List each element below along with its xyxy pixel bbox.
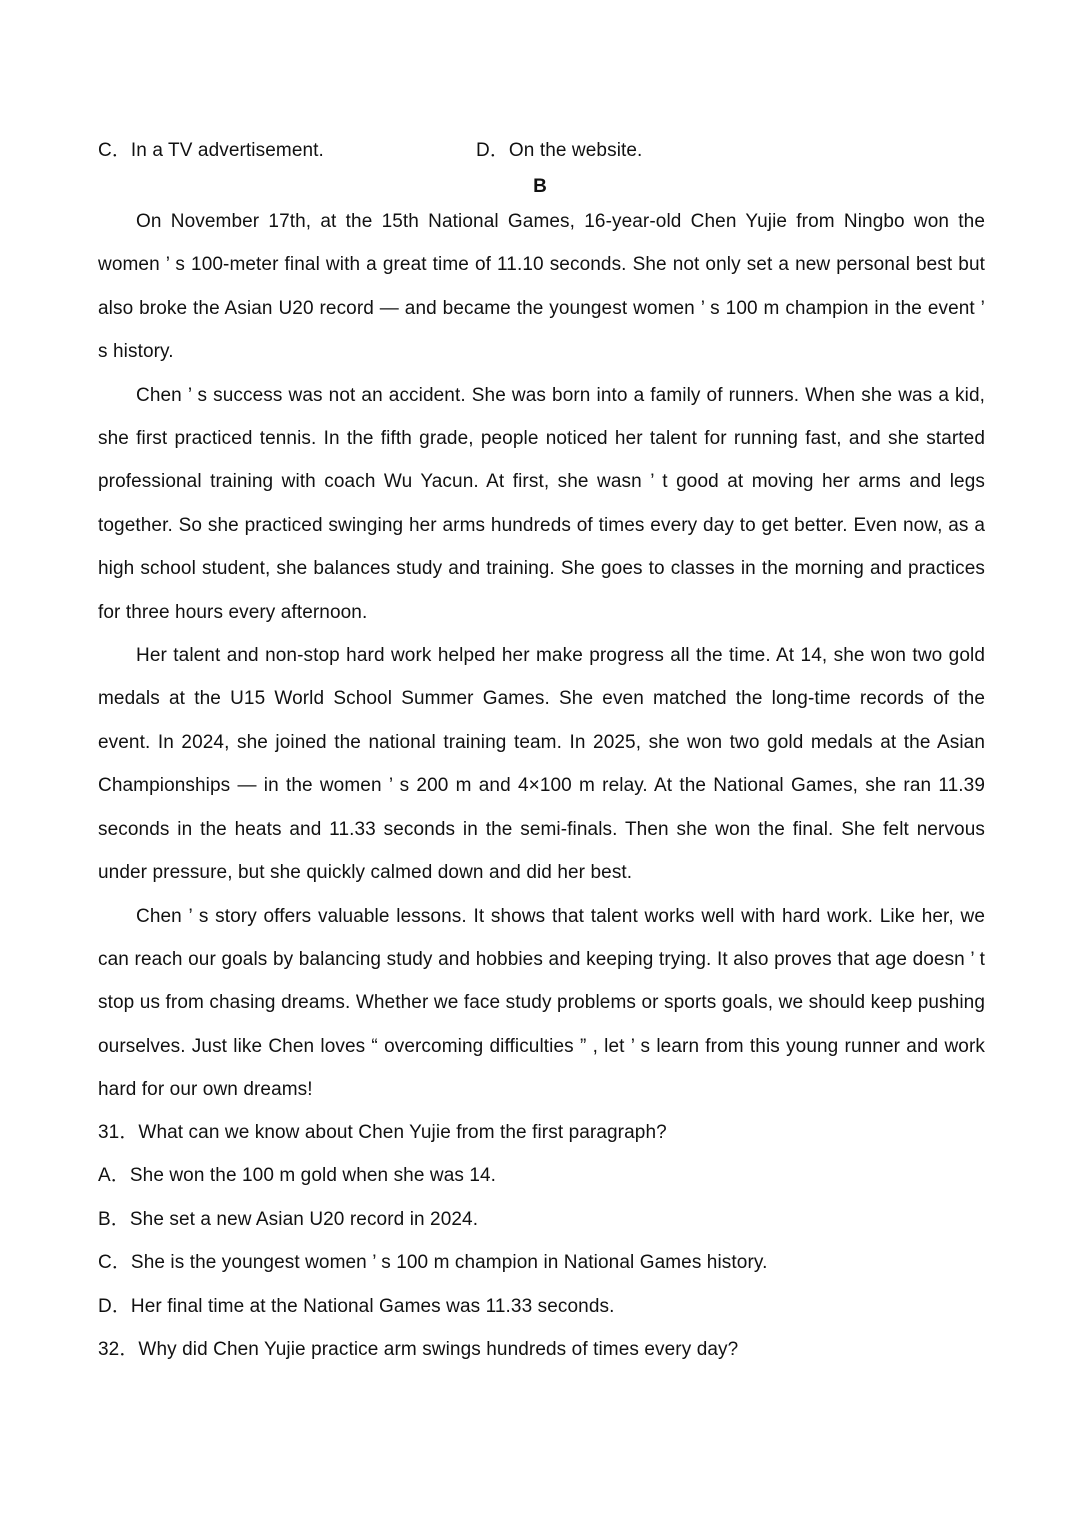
reading-passage [98,200,985,1112]
question-31-option-c: C．She is the youngest women ’ s 100 m champion in National Games history. [98,1252,768,1274]
question-31-option-a: A．She won the 100 m gold when she was 14. [98,1165,497,1187]
question-32-stem: 32．Why did Chen Yujie practice arm swings hundreds of times every day? [98,1339,739,1361]
question-31-stem: 31．What can we know about Chen Yujie from the first paragraph? [98,1122,667,1143]
paragraph-3: Her talent and non-stop hard work helped her make progress all the time. At 14, she won two gold medals at the U15 World School Summer Games. She even matched the long-time records of the event. In 2024, she joined the national training team. In 2025, she won two gold medals at the Asian Championships — in the women ’ s 200 m and 4×100 m relay. At the National Games, she ran 11.39 seconds in the heats and 11.33 seconds in the semi-finals. Then she won the final. She felt nervous under pressure, but she quickly calmed down and did her best. [98,645,985,884]
option-c: C．In a TV advertisement. [98,140,324,161]
paragraph-2: Chen ’ s success was not an accident. She was born into a family of runners. When she was a kid, she first practiced tennis. In the fifth grade, people noticed her talent for running fast, and she started professional training with coach Wu Yacun. At first, she wasn ’ t good at moving her arms and legs together. So she practiced swinging her arms hundreds of times every day to get better. Even now, as a high school student, she balances study and training. She goes to classes in the morning and practices for three hours every afternoon. [98,384,985,623]
question-31-option-d: D．Her final time at the National Games was 11.33 seconds. [98,1295,615,1317]
paragraph-1: On November 17th, at the 15th National Games, 16-year-old Chen Yujie from Ningbo won the women ’ s 100-meter final with a great time of 11.10 seconds. She not only set a new personal best but also broke the Asian U20 record — and became the youngest women ’ s 100 m champion in the event ’ s history. [98,211,985,363]
question-31-option-b: B．She set a new Asian U20 record in 2024. [98,1208,479,1230]
previous-question-options [98,138,985,164]
option-d: D．On the website. [476,140,643,161]
paragraph-4: Chen ’ s story offers valuable lessons. It shows that talent works well with hard work. Like her, we can reach our goals by balancing study and hobbies and keeping trying. It also proves that age doesn ’ t stop us from chasing dreams. Whether we face study problems or sports goals, we should keep pushing ourselves. Just like Chen loves “ overcoming difficulties ” , let ’ s learn from this young runner and work hard for our own dreams! [98,905,985,1101]
section-label: B [533,176,547,197]
question-list [98,1111,985,1371]
